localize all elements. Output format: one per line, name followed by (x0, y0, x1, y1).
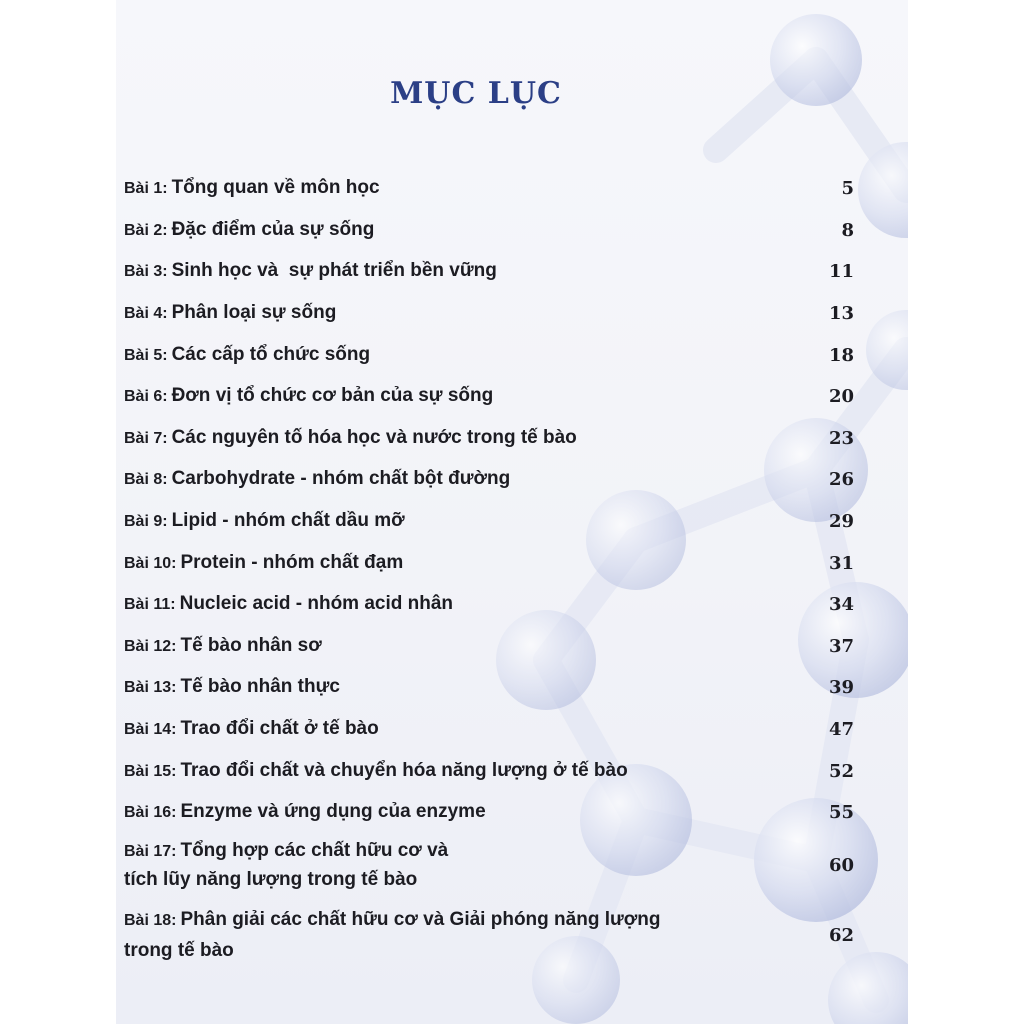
lesson-title: Đặc điểm của sự sống (171, 218, 375, 240)
lesson-title: Các nguyên tố hóa học và nước trong tế bào (171, 426, 577, 448)
toc-entry-6 (124, 376, 854, 418)
toc-entry-title (124, 381, 714, 412)
lesson-number: Bài 5: (124, 346, 168, 364)
toc-entry-title (124, 298, 714, 329)
lesson-number: Bài 11: (124, 596, 176, 614)
lesson-title-line2: tích lũy năng lượng trong tế bào (124, 869, 418, 890)
page-number: 18 (828, 344, 854, 366)
toc-entry-title (124, 506, 714, 537)
toc-entry-title (124, 672, 714, 703)
lesson-number: Bài 13: (124, 679, 177, 697)
page-number: 62 (828, 925, 854, 946)
lesson-number: Bài 6: (124, 388, 168, 406)
lesson-title: Các cấp tổ chức sống (171, 343, 371, 365)
page-number: 20 (828, 386, 854, 408)
lesson-title: Phân giải các chất hữu cơ và Giải phóng năng lượng (180, 909, 661, 930)
lesson-number: Bài 10: (124, 554, 177, 572)
lesson-title: Protein - nhóm chất đạm (180, 551, 404, 573)
toc-entry-14 (124, 709, 854, 751)
lesson-number: Bài 4: (124, 305, 168, 323)
toc-entry-title (124, 797, 714, 828)
toc-entry-title (124, 714, 714, 745)
lesson-title: Tổng hợp các chất hữu cơ và (180, 840, 449, 861)
lesson-title: Trao đổi chất và chuyển hóa năng lượng ở tế bào (180, 759, 628, 781)
page-number: 23 (828, 427, 854, 449)
page-number: 34 (828, 594, 854, 616)
toc-entry-13 (124, 667, 854, 709)
toc-entry-12 (124, 626, 854, 668)
page-number: 8 (841, 219, 854, 241)
toc-entry-2 (124, 210, 854, 252)
toc-entry-11 (124, 584, 854, 626)
toc-entry-3 (124, 251, 854, 293)
toc-entry-17 (124, 834, 854, 898)
toc-entry-title (124, 423, 714, 454)
book-page (116, 0, 908, 1024)
lesson-title: Enzyme và ứng dụng của enzyme (180, 801, 486, 823)
toc-entry-title (124, 905, 684, 966)
toc-entry-16 (124, 792, 854, 834)
lesson-number: Bài 7: (124, 429, 168, 447)
toc-entry-9 (124, 501, 854, 543)
toc-entry-title (124, 215, 714, 246)
toc-entry-title (124, 756, 714, 787)
toc-entry-title (124, 631, 714, 662)
lesson-number: Bài 12: (124, 637, 177, 655)
lesson-title: Tế bào nhân sơ (180, 634, 322, 656)
lesson-number: Bài 2: (124, 221, 168, 239)
toc-entry-title (124, 589, 714, 620)
lesson-title: Phân loại sự sống (171, 302, 337, 324)
lesson-title: Tổng quan về môn học (171, 177, 380, 199)
page-number: 31 (828, 552, 854, 574)
lesson-number: Bài 17: (124, 843, 177, 860)
lesson-number: Bài 9: (124, 513, 168, 531)
page-number: 55 (828, 802, 854, 824)
table-of-contents (124, 168, 854, 970)
page-number: 52 (828, 760, 854, 782)
toc-entry-10 (124, 542, 854, 584)
page-title: MỤC LỤC (390, 76, 562, 111)
page-number: 39 (828, 677, 854, 699)
lesson-title: Trao đổi chất ở tế bào (180, 718, 379, 740)
toc-entry-7 (124, 418, 854, 460)
page-number: 60 (828, 855, 854, 876)
page-number: 26 (828, 469, 854, 491)
lesson-number: Bài 8: (124, 471, 168, 489)
lesson-title: Sinh học và sự phát triển bền vững (171, 260, 497, 282)
lesson-number: Bài 14: (124, 721, 177, 739)
page-number: 5 (841, 178, 854, 200)
lesson-title: Tế bào nhân thực (180, 676, 340, 698)
page-number: 13 (828, 303, 854, 325)
toc-entry-18 (124, 902, 854, 970)
lesson-title: Nucleic acid - nhóm acid nhân (179, 593, 454, 615)
lesson-title-line2: trong tế bào (124, 940, 234, 961)
lesson-number: Bài 18: (124, 912, 177, 929)
toc-entry-title (124, 464, 714, 495)
page-number: 37 (828, 635, 854, 657)
toc-entry-title (124, 837, 714, 894)
lesson-number: Bài 16: (124, 804, 177, 822)
toc-entry-5 (124, 334, 854, 376)
lesson-number: Bài 1: (124, 180, 168, 198)
toc-entry-1 (124, 168, 854, 210)
toc-entry-4 (124, 293, 854, 335)
lesson-title: Đơn vị tổ chức cơ bản của sự sống (171, 385, 494, 407)
lesson-number: Bài 15: (124, 762, 177, 780)
lesson-number: Bài 3: (124, 263, 168, 281)
page-number: 29 (828, 511, 854, 533)
lesson-title: Lipid - nhóm chất dầu mỡ (171, 510, 405, 532)
lesson-title: Carbohydrate - nhóm chất bột đường (171, 468, 511, 490)
page-number: 11 (828, 261, 854, 283)
toc-entry-title (124, 548, 714, 579)
toc-entry-title (124, 340, 714, 371)
toc-entry-8 (124, 459, 854, 501)
toc-entry-title (124, 256, 714, 287)
toc-entry-15 (124, 750, 854, 792)
page-number: 47 (828, 719, 854, 741)
toc-entry-title (124, 173, 714, 204)
